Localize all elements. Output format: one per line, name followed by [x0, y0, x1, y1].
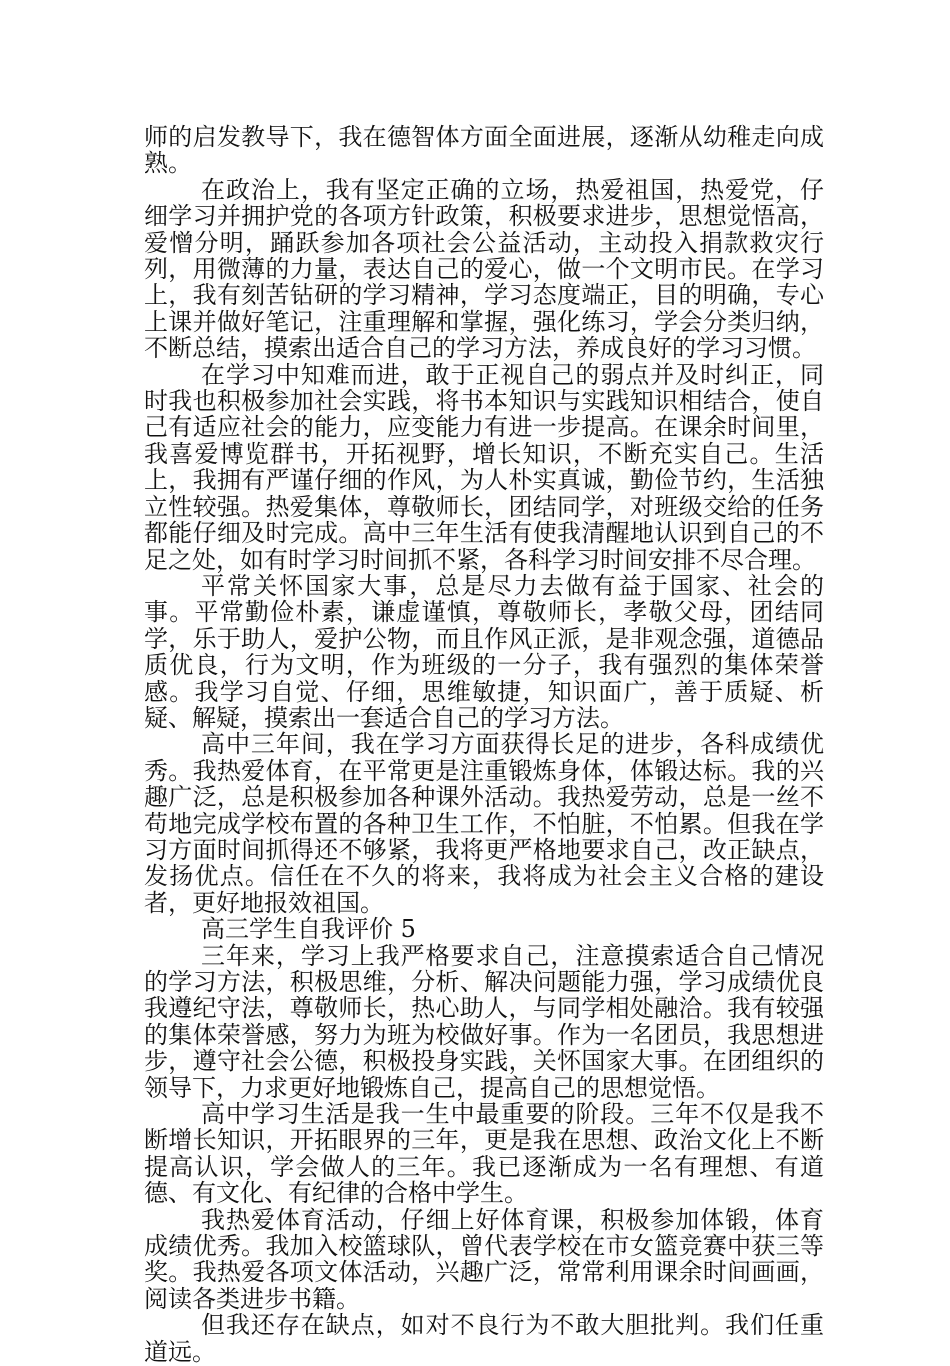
- document-body: [144, 124, 824, 1365]
- paragraph-continuation: 师的启发教导下，我在德智体方面全面进展，逐渐从幼稚走向成熟。: [144, 123, 824, 178]
- paragraph-self-discipline: 三年来，学习上我严格要求自己，注意摸索适合自己情况的学习方法，积极思维，分析、解决问题能力强，学习成绩优良我遵纪守法，尊敬师长，热心助人，与同学相处融洽。我有较强的集体荣誉感，努力为班为校做好事。作为一名团员，我思想进步，遵守社会公德，积极投身实践，关怀国家大事。在团组织的领导下，力求更好地锻炼自己，提高自己的思想觉悟。: [144, 941, 824, 1102]
- paragraph-study-practice: 在学习中知难而进，敢于正视自己的弱点并及时纠正，同时我也积极参加社会实践，将书本知识与实践知识相结合，使自己有适应社会的能力，应变能力有进一步提高。在课余时间里，我喜爱博览群书，开拓视野，增长知识，不断充实自己。生活上，我拥有严谨仔细的作风，为人朴实真诚，勤俭节约，生活独立性较强。热爱集体，尊敬师长，团结同学，对班级交给的任务都能仔细及时完成。高中三年生活有使我清醒地认识到自己的不足之处，如有时学习时间抓不紧，各科学习时间安排不尽合理。: [144, 360, 824, 574]
- paragraph-character: 平常关怀国家大事，总是尽力去做有益于国家、社会的事。平常勤俭朴素，谦虚谨慎，尊敬师长，孝敬父母，团结同学，乐于助人，爱护公物，而且作风正派，是非观念强，道德品质优良，行为文明，作为班级的一分子，我有强烈的集体荣誉感。我学习自觉、仔细，思维敏捷，知识面广，善于质疑、析疑、解疑，摸索出一套适合自己的学习方法。: [144, 571, 824, 732]
- section-heading: 高三学生自我评价 5: [201, 915, 416, 944]
- paragraph-sports: 我热爱体育活动，仔细上好体育课，积极参加体锻，体育成绩优秀。我加入校篮球队，曾代表学校在市女篮竞赛中获三等奖。我热爱各项文体活动，兴趣广泛，常常利用课余时间画画，阅读各类进步书籍。: [144, 1205, 824, 1313]
- paragraph-shortcomings: 但我还存在缺点，如对不良行为不敢大胆批判。我们任重道远。: [144, 1311, 824, 1366]
- paragraph-high-school-life: 高中学习生活是我一生中最重要的阶段。三年不仅是我不断增长知识，开拓眼界的三年，更是我在思想、政治文化上不断提高认识，学会做人的三年。我已逐渐成为一名有理想、有道德、有文化、有纪律的合格中学生。: [144, 1100, 824, 1208]
- paragraph-politics: 在政治上，我有坚定正确的立场，热爱祖国，热爱党，仔细学习并拥护党的各项方针政策，积极要求进步，思想觉悟高，爱憎分明，踊跃参加各项社会公益活动，主动投入捐款救灾行列，用微薄的力量，表达自己的爱心，做一个文明市民。在学习上，我有刻苦钻研的学习精神，学习态度端正，目的明确，专心上课并做好笔记，注重理解和掌握，强化练习，学会分类归纳，不断总结，摸索出适合自己的学习方法，养成良好的学习习惯。: [144, 175, 824, 363]
- paragraph-three-years: 高中三年间，我在学习方面获得长足的进步，各科成绩优秀。我热爱体育，在平常更是注重锻炼身体，体锻达标。我的兴趣广泛，总是积极参加各种课外活动。我热爱劳动，总是一丝不苟地完成学校布置的各种卫生工作，不怕脏，不怕累。但我在学习方面时间抓得还不够紧，我将更严格地要求自己，改正缺点，发扬优点。信任在不久的将来，我将成为社会主义合格的建设者，更好地报效祖国。: [144, 730, 824, 917]
